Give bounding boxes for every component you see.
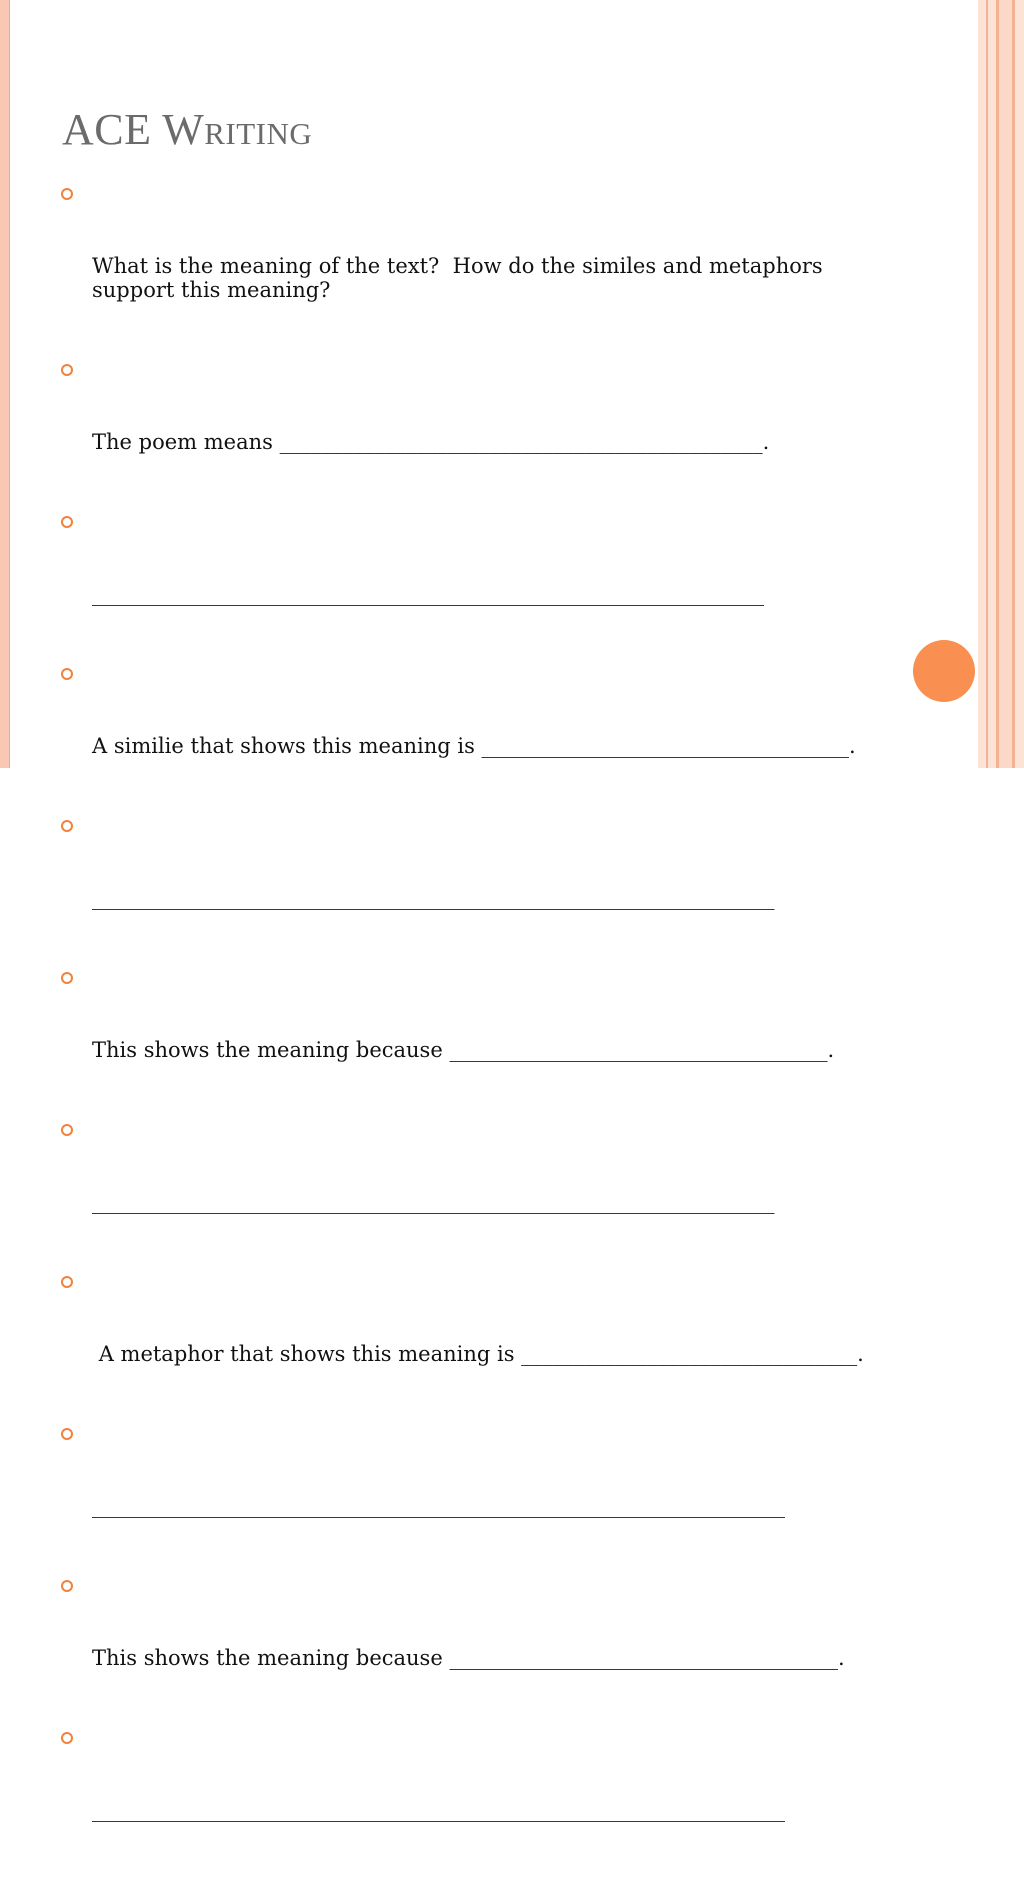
bullet-circle-icon (61, 820, 73, 832)
left-frame-border (0, 0, 10, 768)
bullet-metaphor (60, 1270, 875, 1414)
bullet-text: This shows the meaning because _____________________________________. (92, 1646, 845, 1670)
bullet-text: _________________________________________________________________ (92, 1190, 775, 1214)
bullet-text: What is the meaning of the text? How do the similes and metaphors support this meaning? (92, 254, 830, 302)
bullet-text: The poem means ______________________________________________. (92, 430, 770, 454)
bullet-blank-line (60, 814, 875, 958)
bullet-blank-line (60, 1422, 875, 1566)
bullet-text: __________________________________________________________________ (92, 1798, 785, 1822)
bullet-simile-because (60, 966, 875, 1110)
bullet-circle-icon (61, 1580, 73, 1592)
bullet-text: This shows the meaning because ____________________________________. (92, 1038, 835, 1062)
bullet-text: ________________________________________________________________ (92, 582, 764, 606)
bullet-circle-icon (61, 972, 73, 984)
bullet-simile (60, 662, 875, 806)
bullet-blank-line (60, 510, 875, 654)
bullet-text: A similie that shows this meaning is ___________________________________. (92, 734, 856, 758)
bullet-circle-icon (61, 1732, 73, 1744)
bullet-circle-icon (61, 516, 73, 528)
bullet-text: __________________________________________________________________ (92, 1494, 785, 1518)
bullet-circle-icon (61, 668, 73, 680)
bullet-circle-icon (61, 1276, 73, 1288)
bullet-blank-line (60, 1726, 875, 1870)
bullet-question (60, 182, 875, 350)
bullet-circle-icon (61, 1428, 73, 1440)
bullet-circle-icon (61, 364, 73, 376)
decorative-orange-circle (913, 640, 975, 702)
right-frame-stripes (978, 0, 1024, 768)
bullet-metaphor-because (60, 1574, 875, 1718)
bullet-circle-icon (61, 1124, 73, 1136)
bullet-text: _________________________________________________________________ (92, 886, 775, 910)
bullet-blank-line (60, 1118, 875, 1262)
bullet-text: A metaphor that shows this meaning is ________________________________. (92, 1342, 864, 1366)
bullet-poem-means (60, 358, 875, 502)
slide-title: ACE Writing (62, 105, 313, 154)
bullet-list (60, 182, 875, 1878)
bullet-circle-icon (61, 188, 73, 200)
